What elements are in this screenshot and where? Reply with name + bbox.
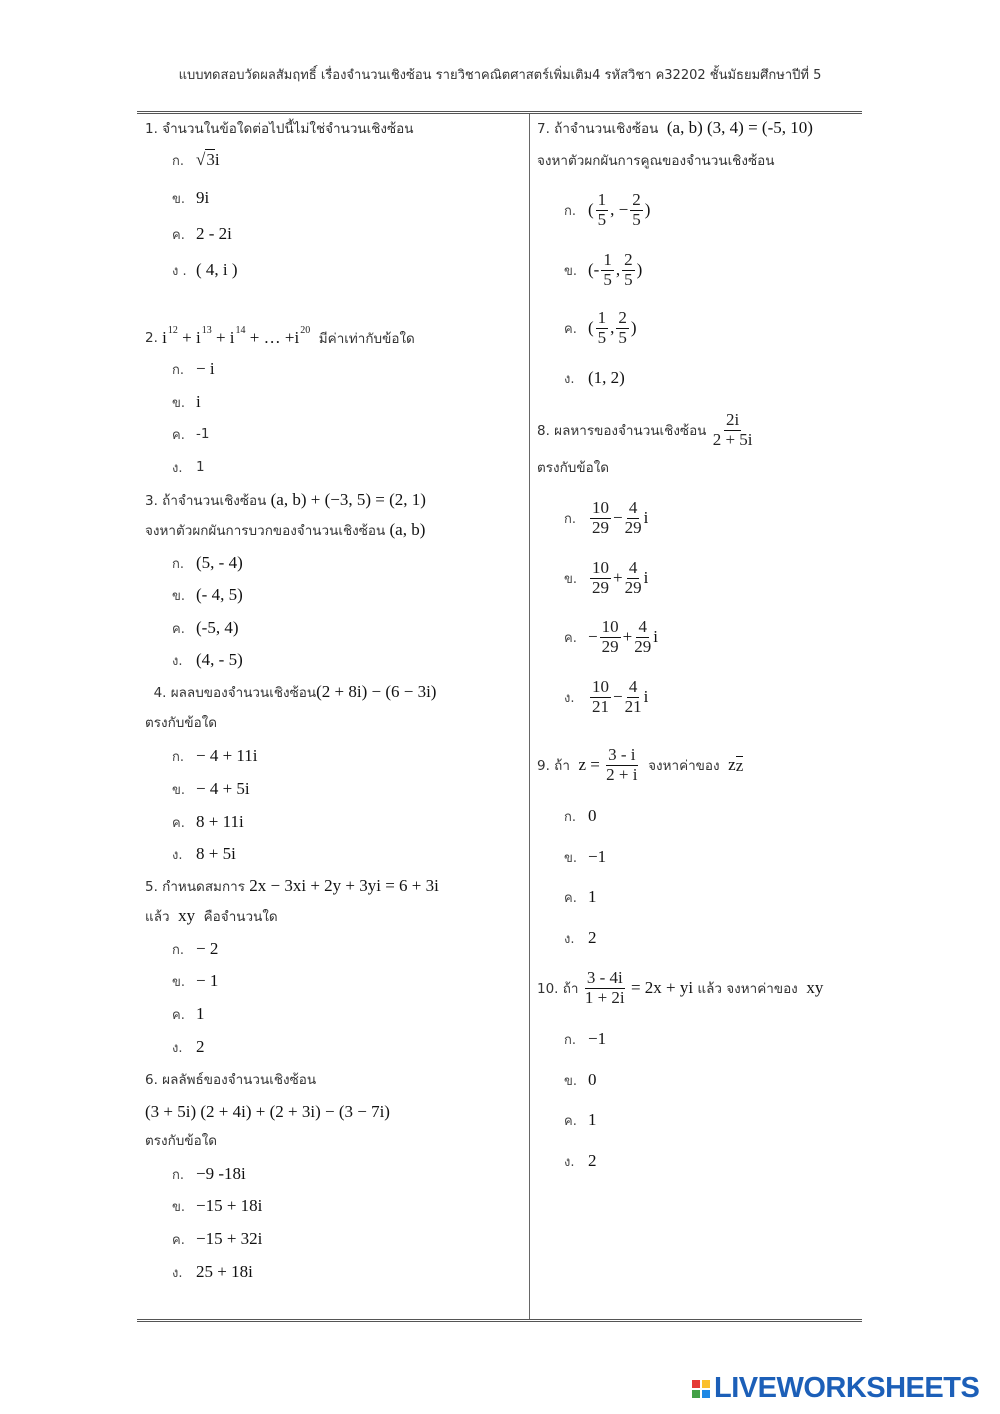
numerator: 2	[618, 307, 627, 327]
math-expression: −1	[588, 847, 607, 866]
math-expression: (a, b) + (−3, 5) = (2, 1)	[270, 490, 426, 509]
denominator: 5	[603, 269, 612, 289]
numerator: 4	[628, 497, 638, 517]
logo-squares-icon	[692, 1380, 710, 1398]
math-expression: 2x − 3xi + 2y + 3yi = 6 + 3i	[249, 876, 439, 895]
denominator: 21	[624, 696, 642, 716]
math-expression: i	[196, 392, 201, 411]
fraction	[585, 969, 625, 1007]
math-expression: (1, 2)	[588, 368, 625, 387]
math-expression: −	[613, 687, 623, 706]
option-label[interactable]: ค.	[172, 621, 185, 637]
math-expression: (5, - 4)	[196, 553, 243, 572]
logo-square	[692, 1390, 700, 1398]
math-expression: + i	[177, 328, 201, 347]
logo-square	[702, 1390, 710, 1398]
text: ตรงกับข้อใด	[537, 460, 610, 476]
numerator: 4	[638, 616, 647, 636]
option-label[interactable]: ก.	[564, 809, 577, 825]
math-expression: (-5, 4)	[196, 618, 239, 637]
math-expression: z	[723, 755, 736, 774]
text: จงหาค่าของ	[639, 758, 724, 774]
math-expression: −15 + 18i	[196, 1196, 263, 1215]
text: -1	[196, 426, 210, 442]
numerator: 2i	[725, 409, 740, 429]
numerator: 10	[592, 557, 609, 577]
exponent: 13	[201, 324, 212, 336]
option-label[interactable]: ง.	[172, 653, 183, 669]
math-expression: (-	[588, 260, 600, 279]
math-expression: 2 - 2i	[196, 224, 232, 243]
option-label[interactable]: ก.	[172, 942, 185, 958]
math-expression: − 4 + 11i	[196, 746, 258, 765]
denominator: 29	[634, 636, 652, 656]
math-expression: (	[588, 200, 594, 219]
option-label[interactable]: ค.	[172, 1007, 185, 1023]
math-expression: = 2x + yi	[626, 978, 694, 997]
option-label[interactable]: ค.	[564, 890, 577, 906]
math-expression: ,	[615, 260, 621, 279]
math-expression: − 4 + 5i	[196, 779, 250, 798]
math-expression: + i	[211, 328, 235, 347]
numerator: 10	[592, 497, 609, 517]
math-expression: − 1	[196, 971, 219, 990]
option-label[interactable]: ก.	[172, 749, 185, 765]
math-expression: 0	[588, 806, 597, 825]
radicand: 3	[206, 150, 215, 169]
denominator: 29	[624, 517, 642, 537]
text: 6. ผลลัพธ์ของจำนวนเชิงซ้อน	[145, 1072, 317, 1088]
math-expression: z =	[574, 755, 605, 774]
fraction	[625, 499, 642, 537]
math-expression: 1	[196, 1004, 205, 1023]
math-expression: +	[622, 627, 633, 646]
square-root: √3	[196, 150, 215, 169]
option-label[interactable]: ง.	[564, 690, 575, 706]
math-expression: i	[653, 627, 658, 646]
fraction	[634, 618, 651, 656]
math-expression: 8 + 5i	[196, 844, 236, 863]
math-expression: xy	[802, 978, 824, 997]
option-label[interactable]: ข.	[564, 1073, 578, 1089]
option-label[interactable]: ก.	[172, 362, 185, 378]
exponent: 14	[235, 324, 246, 336]
liveworksheets-logo	[692, 1372, 979, 1405]
math-expression: (3 + 5i) (2 + 4i) + (2 + 3i) − (3 − 7i)	[145, 1102, 390, 1121]
math-expression: i	[162, 328, 167, 347]
denominator: 5	[597, 209, 607, 229]
numerator: 3 - i	[608, 744, 636, 764]
math-expression: 1	[588, 1110, 597, 1129]
option-label[interactable]: ข.	[564, 571, 578, 587]
numerator: 10	[592, 676, 609, 696]
option-label[interactable]: ค.	[564, 1113, 577, 1129]
math-expression: 9i	[196, 188, 210, 207]
option-label[interactable]: ข.	[172, 782, 186, 798]
text: คือจำนวนใด	[199, 909, 278, 925]
math-expression: i	[643, 508, 649, 527]
math-expression: 8 + 11i	[196, 812, 244, 831]
fraction	[616, 309, 629, 347]
text: แล้ว จงหาค่าของ	[693, 981, 803, 997]
text: 3. ถ้าจำนวนเชิงซ้อน	[145, 493, 271, 509]
math-expression: ( 4, i )	[196, 260, 238, 279]
numerator: 2	[632, 189, 641, 209]
fraction	[630, 191, 643, 229]
denominator: 5	[632, 209, 641, 229]
math-expression: i	[643, 687, 649, 706]
option-label[interactable]: ข.	[564, 850, 578, 866]
text: มีค่าเท่ากับข้อใด	[310, 331, 415, 347]
option-label[interactable]: ค.	[172, 815, 185, 831]
text: 2.	[145, 330, 163, 346]
option-label[interactable]: ข.	[172, 974, 186, 990]
option-label[interactable]: ง.	[172, 460, 183, 476]
math-expression: , −	[610, 200, 629, 219]
math-expression: 25 + 18i	[196, 1262, 253, 1281]
math-expression: (	[588, 318, 594, 337]
option-label[interactable]: ข.	[172, 1199, 186, 1215]
option-label[interactable]: ข.	[172, 588, 186, 604]
logo-square	[692, 1380, 700, 1388]
math-expression: ,	[610, 318, 615, 337]
denominator: 29	[624, 577, 642, 597]
text: 1. จำนวนในข้อใดต่อไปนี้ไม่ใช่จำนวนเชิงซ้อน	[145, 121, 414, 137]
text: 9. ถ้า	[537, 758, 575, 774]
exponent: 12	[167, 324, 178, 336]
option-label[interactable]: ง.	[564, 1154, 575, 1170]
numerator: 2	[624, 249, 633, 269]
option-label[interactable]: ง.	[172, 847, 183, 863]
math-expression: −	[588, 627, 598, 646]
denominator: 1 + 2i	[584, 987, 625, 1007]
option-label[interactable]: ก.	[172, 153, 185, 169]
math-expression: )	[630, 318, 637, 337]
math-expression: i	[643, 568, 649, 587]
worksheet-title: แบบทดสอบวัดผลสัมฤทธิ์ เรื่องจำนวนเชิงซ้อน รายวิชาคณิตศาสตร์เพิ่มเติม4 รหัสวิชา ค32202 ชั้นมัธยมศึกษาปีที่ 5	[178, 68, 822, 83]
math-expression: 1	[588, 887, 597, 906]
option-label[interactable]: ค.	[172, 1232, 185, 1248]
bottom-divider	[137, 1319, 862, 1322]
denominator: 29	[592, 517, 609, 537]
fraction	[622, 251, 635, 289]
numerator: 10	[601, 616, 619, 636]
math-expression: −	[613, 508, 623, 527]
option-label[interactable]: ง.	[564, 931, 575, 947]
math-expression: − i	[196, 359, 215, 378]
top-divider	[137, 111, 862, 114]
math-expression: (4, - 5)	[196, 650, 243, 669]
math-expression: −15 + 32i	[196, 1229, 263, 1248]
text: แล้ว	[145, 909, 174, 925]
text: 4. ผลลบของจำนวนเชิงซ้อน	[145, 685, 317, 701]
option-label[interactable]: ค.	[564, 630, 577, 646]
numerator: 1	[597, 189, 607, 209]
text: ตรงกับข้อใด	[145, 715, 218, 731]
fraction	[590, 499, 611, 537]
math-expression: + … +i	[245, 328, 300, 347]
math-expression: 2	[588, 928, 597, 947]
fraction	[600, 618, 621, 656]
math-expression: xy	[173, 906, 200, 925]
math-expression: −9 -18i	[196, 1164, 246, 1183]
text: ตรงกับข้อใด	[145, 1133, 218, 1149]
numerator: 4	[628, 676, 638, 696]
fraction	[596, 191, 609, 229]
math-expression: − 2	[196, 939, 219, 958]
fraction	[625, 559, 642, 597]
numerator: 1	[603, 249, 612, 269]
option-label[interactable]: ง.	[564, 371, 575, 387]
option-label[interactable]: ง.	[172, 1040, 183, 1056]
numerator: 4	[628, 557, 638, 577]
text: 7. ถ้าจำนวนเชิงซ้อน	[537, 121, 663, 137]
fraction	[596, 309, 609, 347]
exponent: 20	[300, 324, 311, 336]
fraction	[606, 746, 637, 784]
option-label[interactable]: ค.	[172, 227, 185, 243]
math-expression: −1	[588, 1029, 607, 1048]
option-label[interactable]: ง .	[172, 263, 187, 279]
conjugate: z	[735, 756, 744, 775]
numerator: 1	[597, 307, 607, 327]
column-divider	[529, 114, 530, 1320]
math-expression: )	[636, 260, 643, 279]
option-label[interactable]: ก.	[564, 203, 577, 219]
math-expression: +	[613, 568, 623, 587]
text: 8. ผลหารของจำนวนเชิงซ้อน	[537, 423, 711, 439]
math-expression: (a, b) (3, 4) = (-5, 10)	[662, 118, 813, 137]
math-expression: (2 + 8i) − (6 − 3i)	[316, 682, 437, 701]
option-label[interactable]: ค.	[172, 427, 185, 443]
logo-text: LIVEWORKSHEETS	[714, 1372, 980, 1404]
math-expression: (a, b)	[389, 520, 426, 539]
denominator: 2 + 5i	[712, 429, 753, 449]
text: 1	[196, 459, 205, 475]
text: 10. ถ้า	[537, 981, 583, 997]
denominator: 2 + i	[606, 764, 638, 784]
math-expression: i	[214, 150, 220, 169]
denominator: 29	[592, 577, 609, 597]
option-label[interactable]: ก.	[172, 556, 185, 572]
option-label[interactable]: ง.	[172, 1265, 183, 1281]
fraction	[601, 251, 614, 289]
text: จงหาตัวผกผันการคูณของจำนวนเชิงซ้อน	[537, 153, 775, 169]
text: 5. กำหนดสมการ	[145, 879, 250, 895]
logo-square	[702, 1380, 710, 1388]
denominator: 29	[601, 636, 619, 656]
math-expression: (- 4, 5)	[196, 585, 243, 604]
option-label[interactable]: ข.	[172, 191, 186, 207]
fraction	[590, 559, 611, 597]
denominator: 5	[597, 327, 607, 347]
fraction	[713, 411, 753, 449]
math-expression: 2	[588, 1151, 597, 1170]
option-label[interactable]: ก.	[172, 1167, 185, 1183]
fraction	[590, 678, 611, 716]
option-label[interactable]: ก.	[564, 1032, 577, 1048]
option-label[interactable]: ค.	[564, 321, 577, 337]
math-expression: 2	[196, 1037, 205, 1056]
text: จงหาตัวผกผันการบวกของจำนวนเชิงซ้อน	[145, 523, 390, 539]
math-expression: 0	[588, 1070, 597, 1089]
denominator: 5	[618, 327, 627, 347]
option-label[interactable]: ก.	[564, 511, 577, 527]
fraction	[625, 678, 642, 716]
option-label[interactable]: ข.	[564, 263, 578, 279]
denominator: 5	[624, 269, 633, 289]
denominator: 21	[592, 696, 609, 716]
numerator: 3 - 4i	[586, 967, 623, 987]
math-expression: )	[644, 200, 651, 219]
option-label[interactable]: ข.	[172, 395, 186, 411]
